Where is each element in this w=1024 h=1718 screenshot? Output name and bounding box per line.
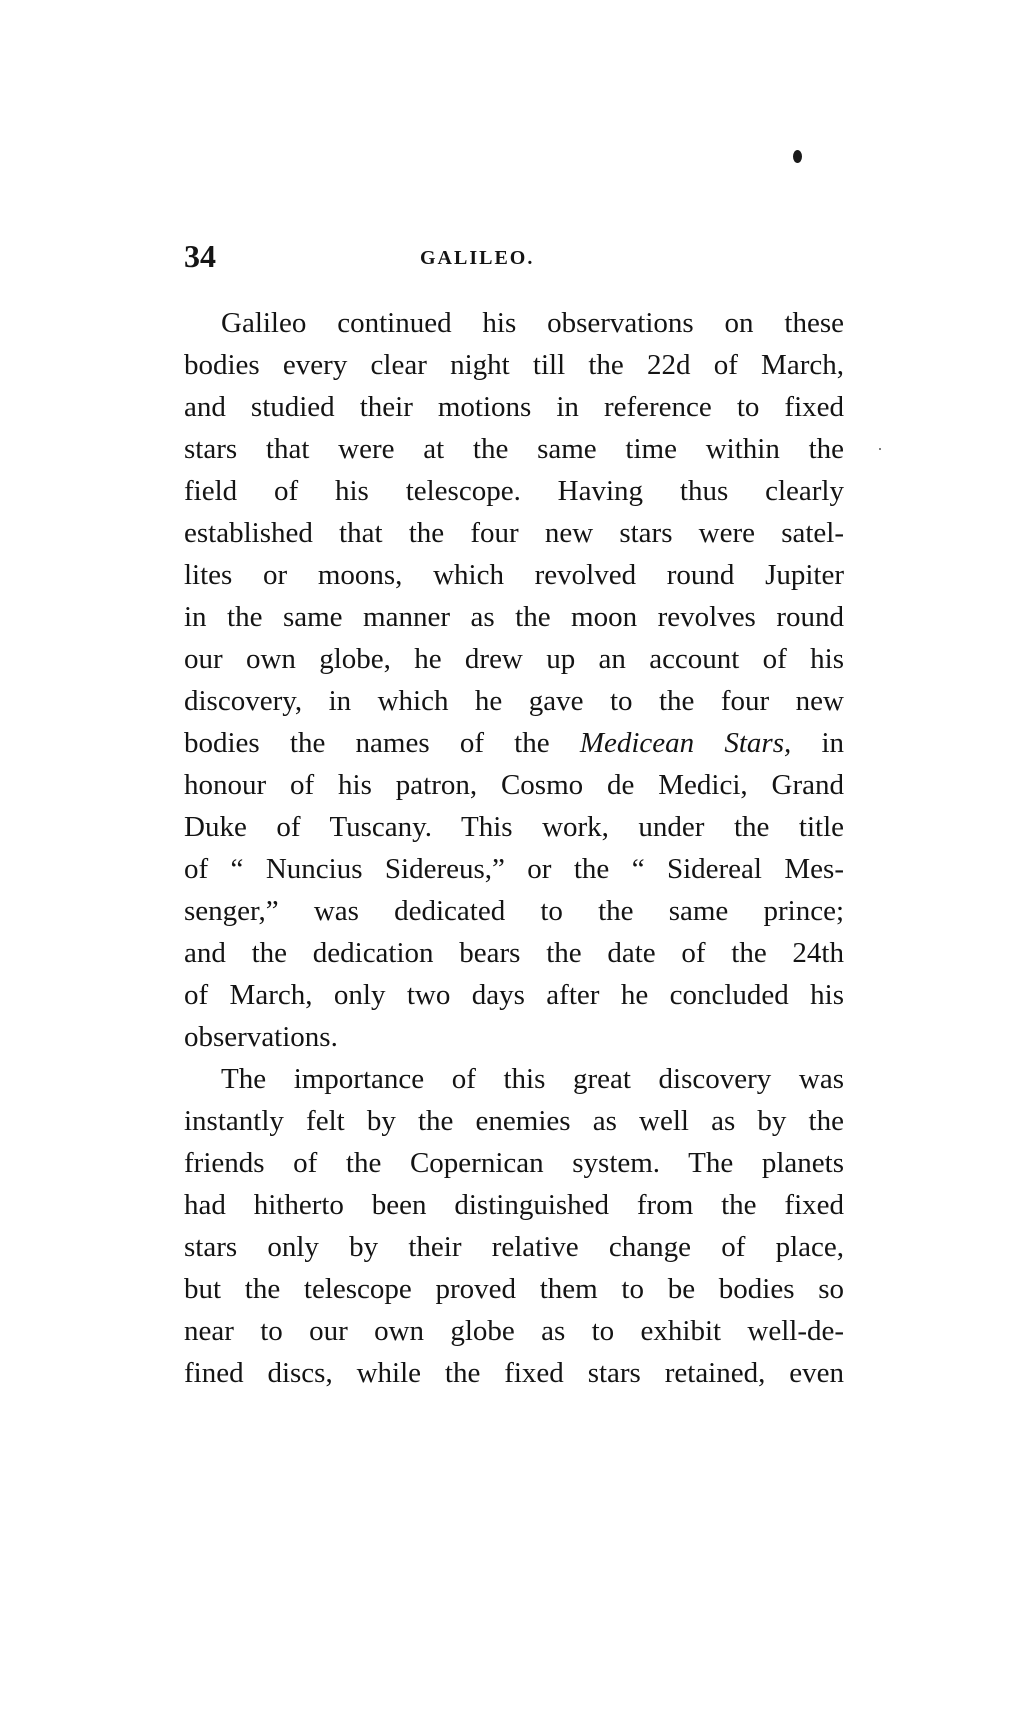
- text-segment: bodies the names of the: [184, 727, 550, 759]
- ink-speck: [793, 150, 802, 163]
- text-line-with-italic: [184, 722, 844, 764]
- text-line: and the dedication bears the date of the 24th: [184, 937, 844, 969]
- text-line: and studied their motions in reference to fixed: [184, 391, 844, 423]
- text-line: senger,” was dedicated to the same prince;: [184, 895, 844, 927]
- italic-title: Medicean Stars,: [579, 727, 792, 759]
- text-line: instantly felt by the enemies as well as by the: [184, 1105, 844, 1137]
- text-line: stars that were at the same time within the: [184, 433, 844, 465]
- text-line: established that the four new stars were satel-: [184, 517, 844, 549]
- text-segment: in: [821, 727, 844, 759]
- text-line: discovery, in which he gave to the four new: [184, 685, 844, 717]
- text-line: friends of the Copernican system. The planets: [184, 1147, 844, 1179]
- text-line: The importance of this great discovery was: [221, 1063, 844, 1095]
- text-line: our own globe, he drew up an account of his: [184, 643, 844, 675]
- text-line: of “ Nuncius Sidereus,” or the “ Sidereal Mes-: [184, 853, 844, 885]
- text-line: but the telescope proved them to be bodies so: [184, 1273, 844, 1305]
- running-head: [184, 238, 844, 278]
- text-line: had hitherto been distinguished from the fixed: [184, 1189, 844, 1221]
- text-line: Duke of Tuscany. This work, under the title: [184, 811, 844, 843]
- text-line: in the same manner as the moon revolves round: [184, 601, 844, 633]
- text-line: honour of his patron, Cosmo de Medici, Grand: [184, 769, 844, 801]
- text-line: lites or moons, which revolved round Jupiter: [184, 559, 844, 591]
- paragraph-2: [184, 1058, 844, 1394]
- text-line: near to our own globe as to exhibit well-de-: [184, 1315, 844, 1347]
- text-line: of March, only two days after he concluded his: [184, 979, 844, 1011]
- text-line: field of his telescope. Having thus clearly: [184, 475, 844, 507]
- text-line: stars only by their relative change of place,: [184, 1231, 844, 1263]
- text-line: Galileo continued his observations on these: [221, 307, 844, 339]
- text-line: fined discs, while the fixed stars retained, even: [184, 1357, 844, 1389]
- body-text: [184, 302, 844, 1394]
- page-number: 34: [184, 238, 216, 274]
- text-line: bodies every clear night till the 22d of March,: [184, 349, 844, 381]
- running-title: GALILEO.: [420, 247, 535, 269]
- text-line: observations.: [184, 1021, 338, 1053]
- margin-dot: [879, 448, 881, 450]
- paragraph-1: [184, 302, 844, 1058]
